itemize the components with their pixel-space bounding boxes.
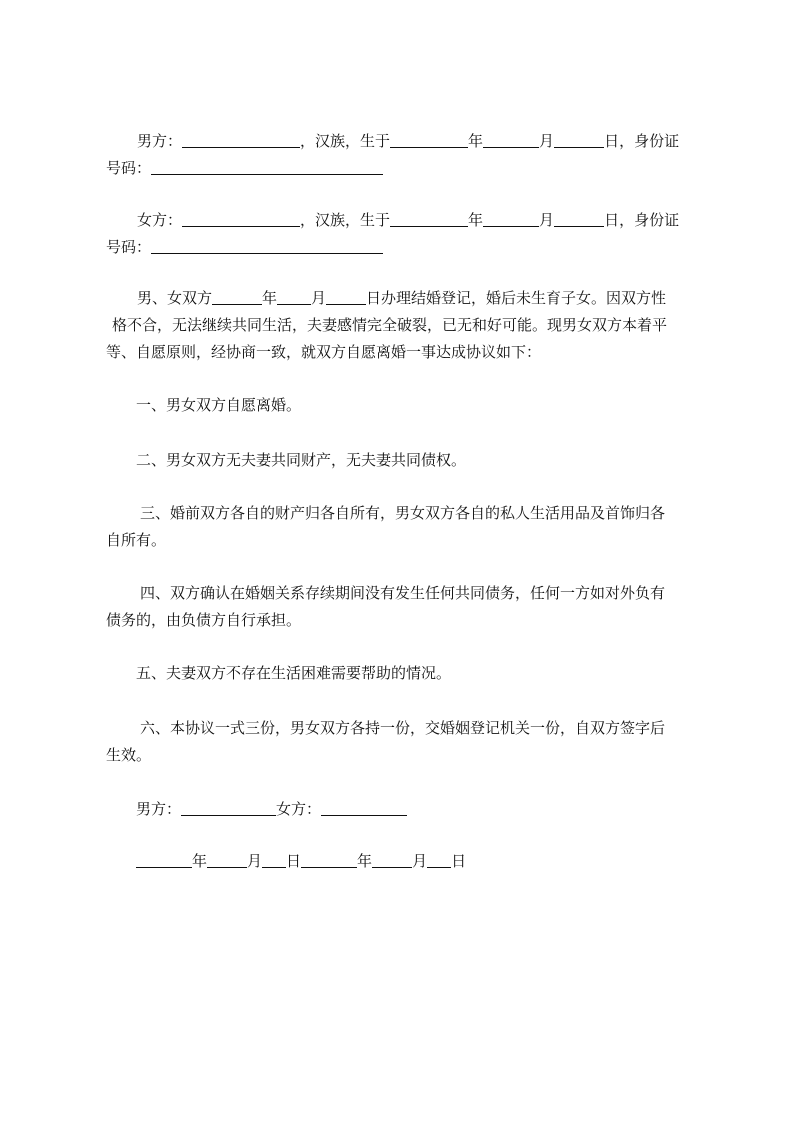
wife-id-label: 号码： — [106, 238, 152, 256]
husband-birth-day-blank[interactable] — [554, 131, 604, 148]
husband-label: 男方： — [137, 132, 183, 150]
date-line — [136, 848, 736, 875]
wife-ethnicity-text: ，汉族，生于 — [300, 211, 391, 229]
marriage-year-blank[interactable] — [212, 288, 262, 305]
wife-day-text: 日，身份证 — [604, 211, 680, 229]
wife-date-day-text: 日 — [451, 852, 467, 870]
husband-name-blank[interactable] — [182, 131, 300, 148]
clause-2-text: 二、男女双方无夫妻共同财产，无夫妻共同债权。 — [136, 451, 467, 469]
intro-month-text: 月 — [311, 289, 327, 307]
wife-label: 女方： — [137, 211, 183, 229]
clause-2 — [136, 447, 736, 474]
clause-4 — [106, 580, 706, 634]
wife-date-month-text: 月 — [412, 852, 428, 870]
wife-birth-year-blank[interactable] — [390, 210, 468, 227]
signature-line — [136, 796, 736, 823]
husband-info — [106, 128, 706, 182]
wife-name-blank[interactable] — [182, 210, 300, 227]
husband-date-day-text: 日 — [286, 852, 302, 870]
husband-birth-year-blank[interactable] — [390, 131, 468, 148]
husband-id-blank[interactable] — [151, 158, 383, 175]
clause-3-line2: 自所有。 — [106, 531, 167, 549]
husband-id-label: 号码： — [106, 159, 152, 177]
wife-date-day-blank[interactable] — [427, 851, 451, 868]
clause-5-text: 五、夫妻双方不存在生活困难需要帮助的情况。 — [136, 664, 452, 682]
wife-signature-label: 女方： — [276, 800, 322, 818]
husband-day-text: 日，身份证 — [604, 132, 680, 150]
intro-start: 男、女双方 — [137, 289, 213, 307]
husband-signature-blank[interactable] — [181, 799, 276, 816]
clause-3-line1: 三、婚前双方各自的财产归各自所有，男女双方各自的私人生活用品及首饰归各 — [140, 504, 666, 522]
marriage-day-blank[interactable] — [326, 288, 366, 305]
clause-6 — [106, 715, 706, 769]
wife-birth-month-blank[interactable] — [483, 210, 539, 227]
wife-info — [106, 207, 706, 261]
marriage-month-blank[interactable] — [277, 288, 311, 305]
clause-1 — [136, 392, 736, 419]
husband-date-month-blank[interactable] — [207, 851, 247, 868]
husband-year-text: 年 — [468, 132, 484, 150]
husband-month-text: 月 — [539, 132, 555, 150]
intro-line3: 等、自愿原则，经协商一致，就双方自愿离婚一事达成协议如下： — [106, 343, 542, 361]
clause-3 — [106, 500, 706, 554]
wife-id-blank[interactable] — [151, 237, 383, 254]
husband-date-year-blank[interactable] — [136, 851, 192, 868]
wife-month-text: 月 — [539, 211, 555, 229]
wife-date-year-blank[interactable] — [301, 851, 357, 868]
husband-ethnicity-text: ，汉族，生于 — [300, 132, 391, 150]
clause-4-line2: 债务的，由负债方自行承担。 — [106, 611, 302, 629]
husband-date-day-blank[interactable] — [262, 851, 286, 868]
clause-4-line1: 四、双方确认在婚姻关系存续期间没有发生任何共同债务，任何一方如对外负有 — [140, 584, 666, 602]
clause-6-line1: 六、本协议一式三份，男女双方各持一份，交婚姻登记机关一份，自双方签字后 — [140, 719, 666, 737]
clause-1-text: 一、男女双方自愿离婚。 — [136, 396, 302, 414]
intro-paragraph — [106, 285, 706, 366]
husband-date-month-text: 月 — [247, 852, 263, 870]
wife-date-month-blank[interactable] — [372, 851, 412, 868]
wife-date-year-text: 年 — [357, 852, 373, 870]
clause-6-line2: 生效。 — [106, 746, 152, 764]
wife-birth-day-blank[interactable] — [554, 210, 604, 227]
intro-line2: 格不合，无法继续共同生活，夫妻感情完全破裂，已无和好可能。现男女双方本着平 — [112, 316, 668, 334]
wife-signature-blank[interactable] — [321, 799, 407, 816]
husband-birth-month-blank[interactable] — [483, 131, 539, 148]
wife-year-text: 年 — [468, 211, 484, 229]
intro-line1-rest: 日办理结婚登记，婚后未生育子女。因双方性 — [366, 289, 667, 307]
clause-5 — [136, 660, 736, 687]
intro-year-text: 年 — [262, 289, 278, 307]
husband-signature-label: 男方： — [136, 800, 182, 818]
husband-date-year-text: 年 — [192, 852, 208, 870]
